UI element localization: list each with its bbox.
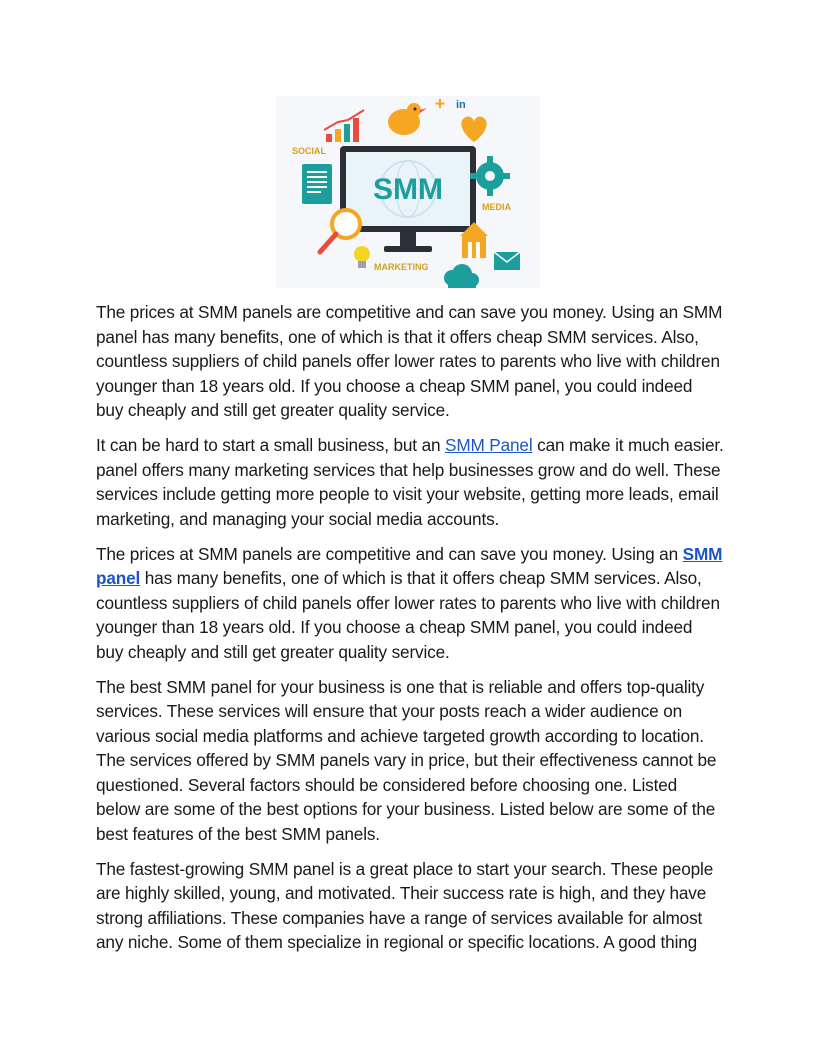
bird-icon bbox=[388, 103, 427, 135]
paragraph-3 bbox=[96, 542, 724, 665]
smm-label: SMM bbox=[373, 173, 443, 206]
document-icon bbox=[302, 164, 332, 204]
paragraph-1: The prices at SMM panels are competitive and can save you money. Using an SMM panel has many benefits, one of which is that it offers cheap SMM services. Also, countless suppliers of child panels offer lower rates to parents who live with children younger than 18 years old. If you choose a cheap SMM panel, you could indeed buy cheaply and still get greater quality service. bbox=[96, 302, 723, 420]
paragraph-2 bbox=[96, 433, 724, 531]
smm-panel-link[interactable]: SMM Panel bbox=[445, 435, 533, 455]
linkedin-icon: in bbox=[456, 99, 466, 111]
paragraph-5: The fastest-growing SMM panel is a great place to start your search. These people are highly skilled, young, and motivated. Their success rate is high, and they have strong affiliations. These companies have a range of services available for almost any niche. Some of them specialize in regional or specific locations. A good thing bbox=[96, 858, 714, 952]
heart-icon bbox=[461, 117, 486, 142]
lightbulb-icon bbox=[354, 246, 370, 268]
paragraph-2-text-before: It can be hard to start a small business, but an bbox=[96, 435, 446, 455]
marketing-label: MARKETING bbox=[374, 262, 429, 272]
media-label: MEDIA bbox=[482, 202, 511, 212]
paragraph-3-text-before: The prices at SMM panels are competitive and can save you money. Using an bbox=[96, 543, 683, 564]
paragraph-2-text-after: can make it much easier. panel offers many marketing services that help businesses grow and do well. These services include getting more people to visit your website, getting more leads, email marketing, and managing your social media accounts. bbox=[96, 435, 724, 529]
plus-icon bbox=[436, 99, 445, 108]
article-body bbox=[96, 300, 724, 965]
cloud-icon bbox=[444, 264, 479, 288]
bar-chart-icon bbox=[324, 110, 364, 142]
smm-panel-bold-link[interactable]: SMM panel bbox=[96, 543, 723, 588]
paragraph-3-text-after: has many benefits, one of which is that it offers cheap SMM services. Also, countless suppliers of child panels offer lower rates to parents who live with children younger than 18 years old. If you choose a cheap SMM panel, you could indeed buy cheaply and still get greater quality service. bbox=[96, 568, 720, 662]
envelope-icon bbox=[494, 252, 520, 270]
social-label: SOCIAL bbox=[292, 146, 327, 156]
smm-illustration-graphic bbox=[276, 96, 540, 288]
smm-illustration bbox=[276, 96, 540, 288]
paragraph-4: The best SMM panel for your business is one that is reliable and offers top-quality services. These services will ensure that your posts reach a wider audience on various social media platforms and achieve targeted growth according to location. The services offered by SMM panels vary in price, but their effectiveness cannot be questioned. Several factors should be considered before choosing one. Listed below are some of the best options for your business. Listed below are some of the best features of the best SMM panels. bbox=[96, 676, 717, 844]
magnifier-icon bbox=[320, 210, 360, 252]
